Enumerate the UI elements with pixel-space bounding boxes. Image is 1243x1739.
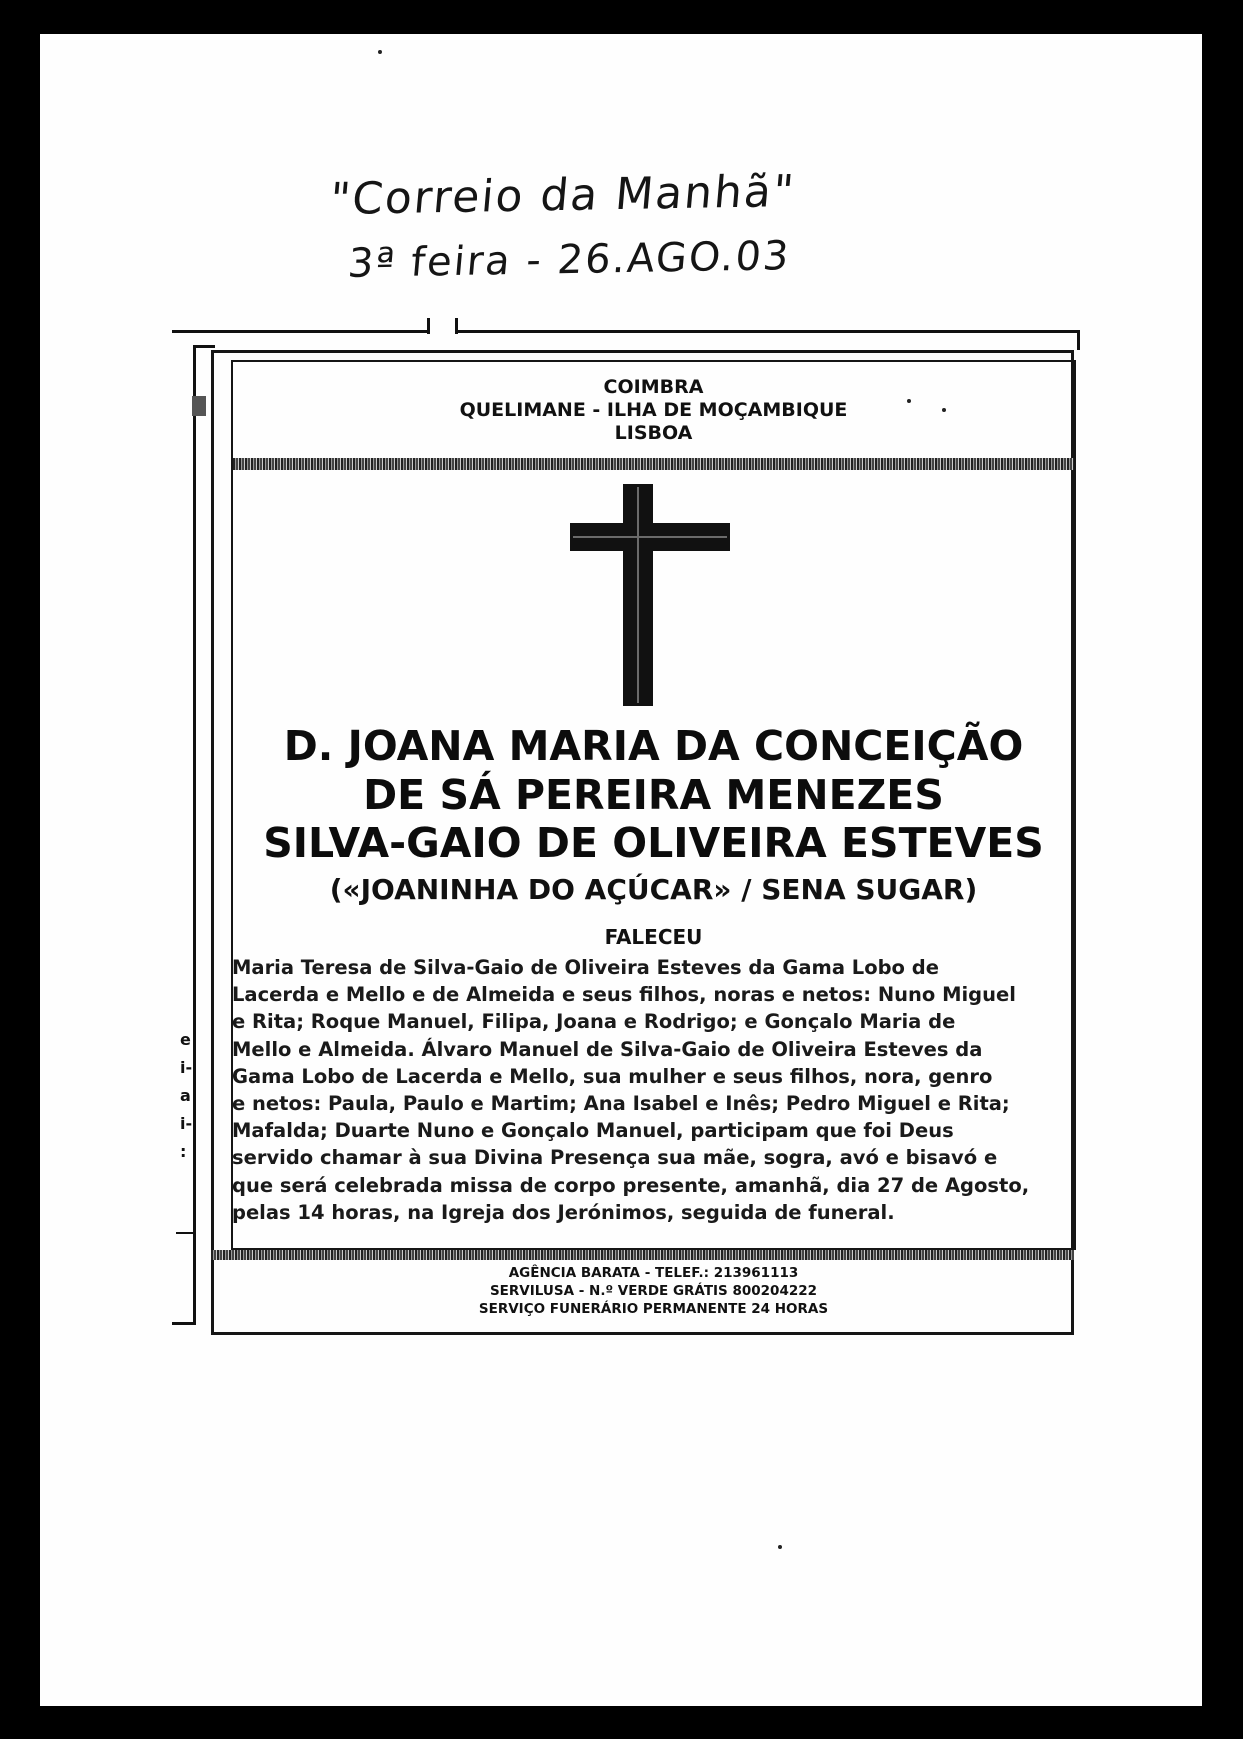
fragment: i-: [180, 1114, 193, 1133]
location-line: COIMBRA: [603, 376, 704, 398]
funeral-agency-footer: [231, 1264, 1076, 1318]
body-line: e Rita; Roque Manuel, Filipa, Joana e Rodrigo; e Gonçalo Maria de: [232, 1010, 956, 1034]
footer-line: SERVIÇO FUNERÁRIO PERMANENTE 24 HORAS: [478, 1301, 829, 1317]
location-header: [233, 376, 1074, 445]
fragment: e: [180, 1030, 191, 1049]
header-hatched-band: [233, 458, 1074, 470]
deceased-name-line-1: D. JOANA MARIA DA CONCEIÇÃO: [283, 722, 1024, 770]
cross-highlight: [637, 487, 639, 703]
status-faleceu: FALECEU: [604, 925, 703, 949]
body-line: Maria Teresa de Silva-Gaio de Oliveira Esteves da Gama Lobo de: [232, 956, 939, 979]
body-line: Gama Lobo de Lacerda e Mello, sua mulher e seus filhos, nora, genro: [232, 1064, 993, 1088]
left-column-gray-block: [192, 396, 206, 416]
left-column-top-rule: [195, 345, 215, 348]
speck: [378, 50, 382, 54]
body-line: Lacerda e Mello e de Almeida e seus filhos, noras e netos: Nuno Miguel: [232, 983, 1016, 1007]
footer-line: AGÊNCIA BARATA - TELEF.: 213961113: [508, 1265, 799, 1281]
handwritten-date: 3ª feira - 26.AGO.03: [346, 233, 793, 287]
body-line: Mello e Almeida. Álvaro Manuel de Silva-Gaio de Oliveira Esteves da: [232, 1037, 983, 1061]
location-line: QUELIMANE - ILHA DE MOÇAMBIQUE: [459, 399, 848, 421]
body-line: e netos: Paula, Paulo e Martim; Ana Isabel e Inês; Pedro Miguel e Rita;: [232, 1092, 1010, 1116]
clipping-right-tick: [1077, 330, 1080, 350]
deceased-name-line-2: DE SÁ PEREIRA MENEZES: [363, 771, 944, 819]
fragment: i-: [180, 1058, 193, 1077]
deceased-nickname: («JOANINHA DO AÇÚCAR» / SENA SUGAR): [329, 873, 978, 906]
fragment: a: [180, 1086, 191, 1105]
clipping-divider-left: [427, 318, 430, 334]
body-line: pelas 14 horas, na Igreja dos Jerónimos, seguida de funeral.: [232, 1200, 895, 1224]
handwritten-newspaper-name: "Correio da Manhã": [327, 165, 798, 226]
left-column-bottom-rule: [172, 1322, 196, 1325]
deceased-name-line-3: SILVA-GAIO DE OLIVEIRA ESTEVES: [263, 819, 1044, 867]
left-column-rule: [193, 345, 196, 1323]
cross-highlight: [573, 536, 727, 538]
fragment: :: [180, 1142, 187, 1161]
left-column-mid-rule: [176, 1232, 196, 1234]
footer-hatched-band: [211, 1250, 1074, 1260]
clipping-divider-right: [455, 318, 458, 334]
location-line: LISBOA: [614, 422, 693, 444]
clipping-top-rule-right: [455, 330, 1080, 333]
clipping-top-rule-left: [172, 330, 430, 333]
speck: [907, 399, 911, 403]
footer-line: SERVILUSA - N.º VERDE GRÁTIS 800204222: [489, 1283, 818, 1299]
obituary-body: [232, 954, 1048, 1226]
left-column-text-fragments: [180, 1026, 192, 1166]
speck: [778, 1545, 782, 1549]
speck: [942, 408, 946, 412]
body-line: servido chamar à sua Divina Presença sua mãe, sogra, avó e bisavó e: [232, 1146, 998, 1170]
body-line: Mafalda; Duarte Nuno e Gonçalo Manuel, participam que foi Deus: [232, 1119, 954, 1143]
body-line: que será celebrada missa de corpo presente, amanhã, dia 27 de Agosto,: [232, 1173, 1030, 1197]
